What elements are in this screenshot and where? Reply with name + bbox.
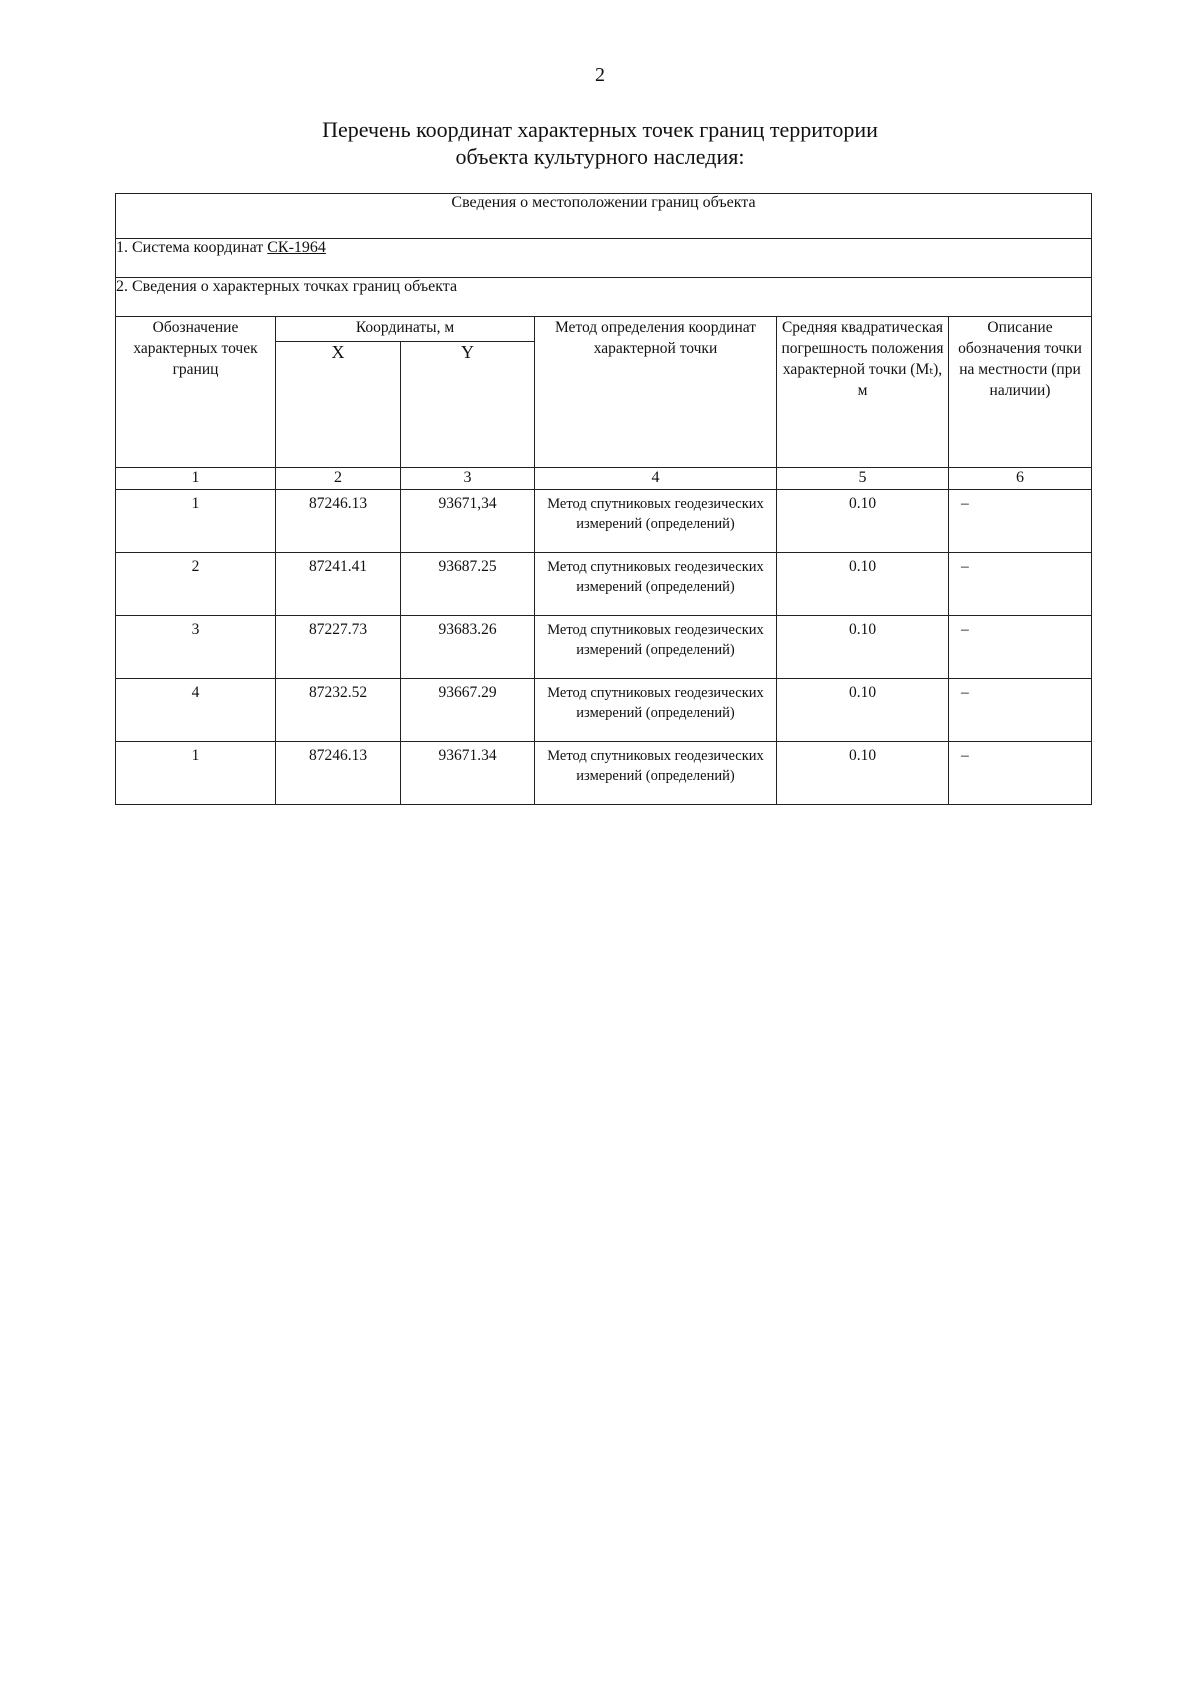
coord-x: 87227.73 bbox=[308, 621, 368, 638]
header-y: Y bbox=[401, 342, 535, 468]
table-caption: Сведения о местоположении границ объекта bbox=[116, 194, 1092, 239]
method: Метод спутниковых геодезических измерений (определений) bbox=[547, 496, 764, 532]
point-id: 4 bbox=[191, 684, 200, 701]
header-coordinates: Координаты, м bbox=[276, 317, 535, 342]
header-description: Описание обозначения точки на местности (при наличии) bbox=[949, 317, 1092, 468]
document-title bbox=[0, 116, 1200, 170]
column-number: 3 bbox=[401, 468, 535, 490]
column-number: 2 bbox=[276, 468, 401, 490]
table-row bbox=[116, 679, 1092, 742]
coord-x: 87241.41 bbox=[308, 558, 368, 575]
coordinate-system bbox=[116, 239, 1092, 278]
points-section-label: 2. Сведения о характерных точках границ объекта bbox=[116, 278, 1092, 317]
header-error: Средняя квадратическая погрешность положения характерной точки (Mₜ), м bbox=[777, 317, 949, 468]
description: – bbox=[961, 747, 969, 764]
column-number: 4 bbox=[535, 468, 777, 490]
table-row bbox=[116, 616, 1092, 679]
table-row bbox=[116, 490, 1092, 553]
document-title-line-1: Перечень координат характерных точек границ территории bbox=[322, 117, 878, 142]
header-x: X bbox=[276, 342, 401, 468]
description: – bbox=[961, 558, 969, 575]
description: – bbox=[961, 621, 969, 638]
point-id: 2 bbox=[191, 558, 200, 575]
document-title-line-2: объекта культурного наследия: bbox=[455, 144, 745, 169]
coord-x: 87246.13 bbox=[308, 495, 368, 512]
table-row bbox=[116, 553, 1092, 616]
point-id: 1 bbox=[191, 495, 200, 512]
column-number: 1 bbox=[116, 468, 276, 490]
column-numbers-row bbox=[116, 468, 1092, 490]
error: 0.10 bbox=[848, 747, 877, 764]
column-number: 5 bbox=[777, 468, 949, 490]
coordinate-system-value: СК-1964 bbox=[267, 239, 326, 256]
error: 0.10 bbox=[848, 621, 877, 638]
method: Метод спутниковых геодезических измерений (определений) bbox=[547, 685, 764, 721]
coord-y: 93683.26 bbox=[438, 621, 497, 638]
table-row bbox=[116, 742, 1092, 805]
point-id: 1 bbox=[191, 747, 200, 764]
coord-y: 93671.34 bbox=[438, 747, 497, 764]
point-id: 3 bbox=[191, 621, 200, 638]
coordinates-table bbox=[115, 193, 1092, 805]
method: Метод спутниковых геодезических измерений (определений) bbox=[547, 748, 764, 784]
method: Метод спутниковых геодезических измерений (определений) bbox=[547, 559, 764, 595]
coord-x: 87246.13 bbox=[308, 747, 368, 764]
error: 0.10 bbox=[848, 495, 877, 512]
header-designation: Обозначение характерных точек границ bbox=[116, 317, 276, 468]
coordinate-system-label: 1. Система координат bbox=[116, 239, 268, 256]
page-number: 2 bbox=[595, 64, 605, 86]
column-number: 6 bbox=[949, 468, 1092, 490]
coord-y: 93671,34 bbox=[438, 495, 497, 512]
description: – bbox=[961, 495, 969, 512]
description: – bbox=[961, 684, 969, 701]
coord-x: 87232.52 bbox=[308, 684, 368, 701]
error: 0.10 bbox=[848, 558, 877, 575]
coord-y: 93667.29 bbox=[438, 684, 497, 701]
header-method: Метод определения координат характерной точки bbox=[535, 317, 777, 468]
method: Метод спутниковых геодезических измерений (определений) bbox=[547, 622, 764, 658]
coord-y: 93687.25 bbox=[438, 558, 497, 575]
error: 0.10 bbox=[848, 684, 877, 701]
